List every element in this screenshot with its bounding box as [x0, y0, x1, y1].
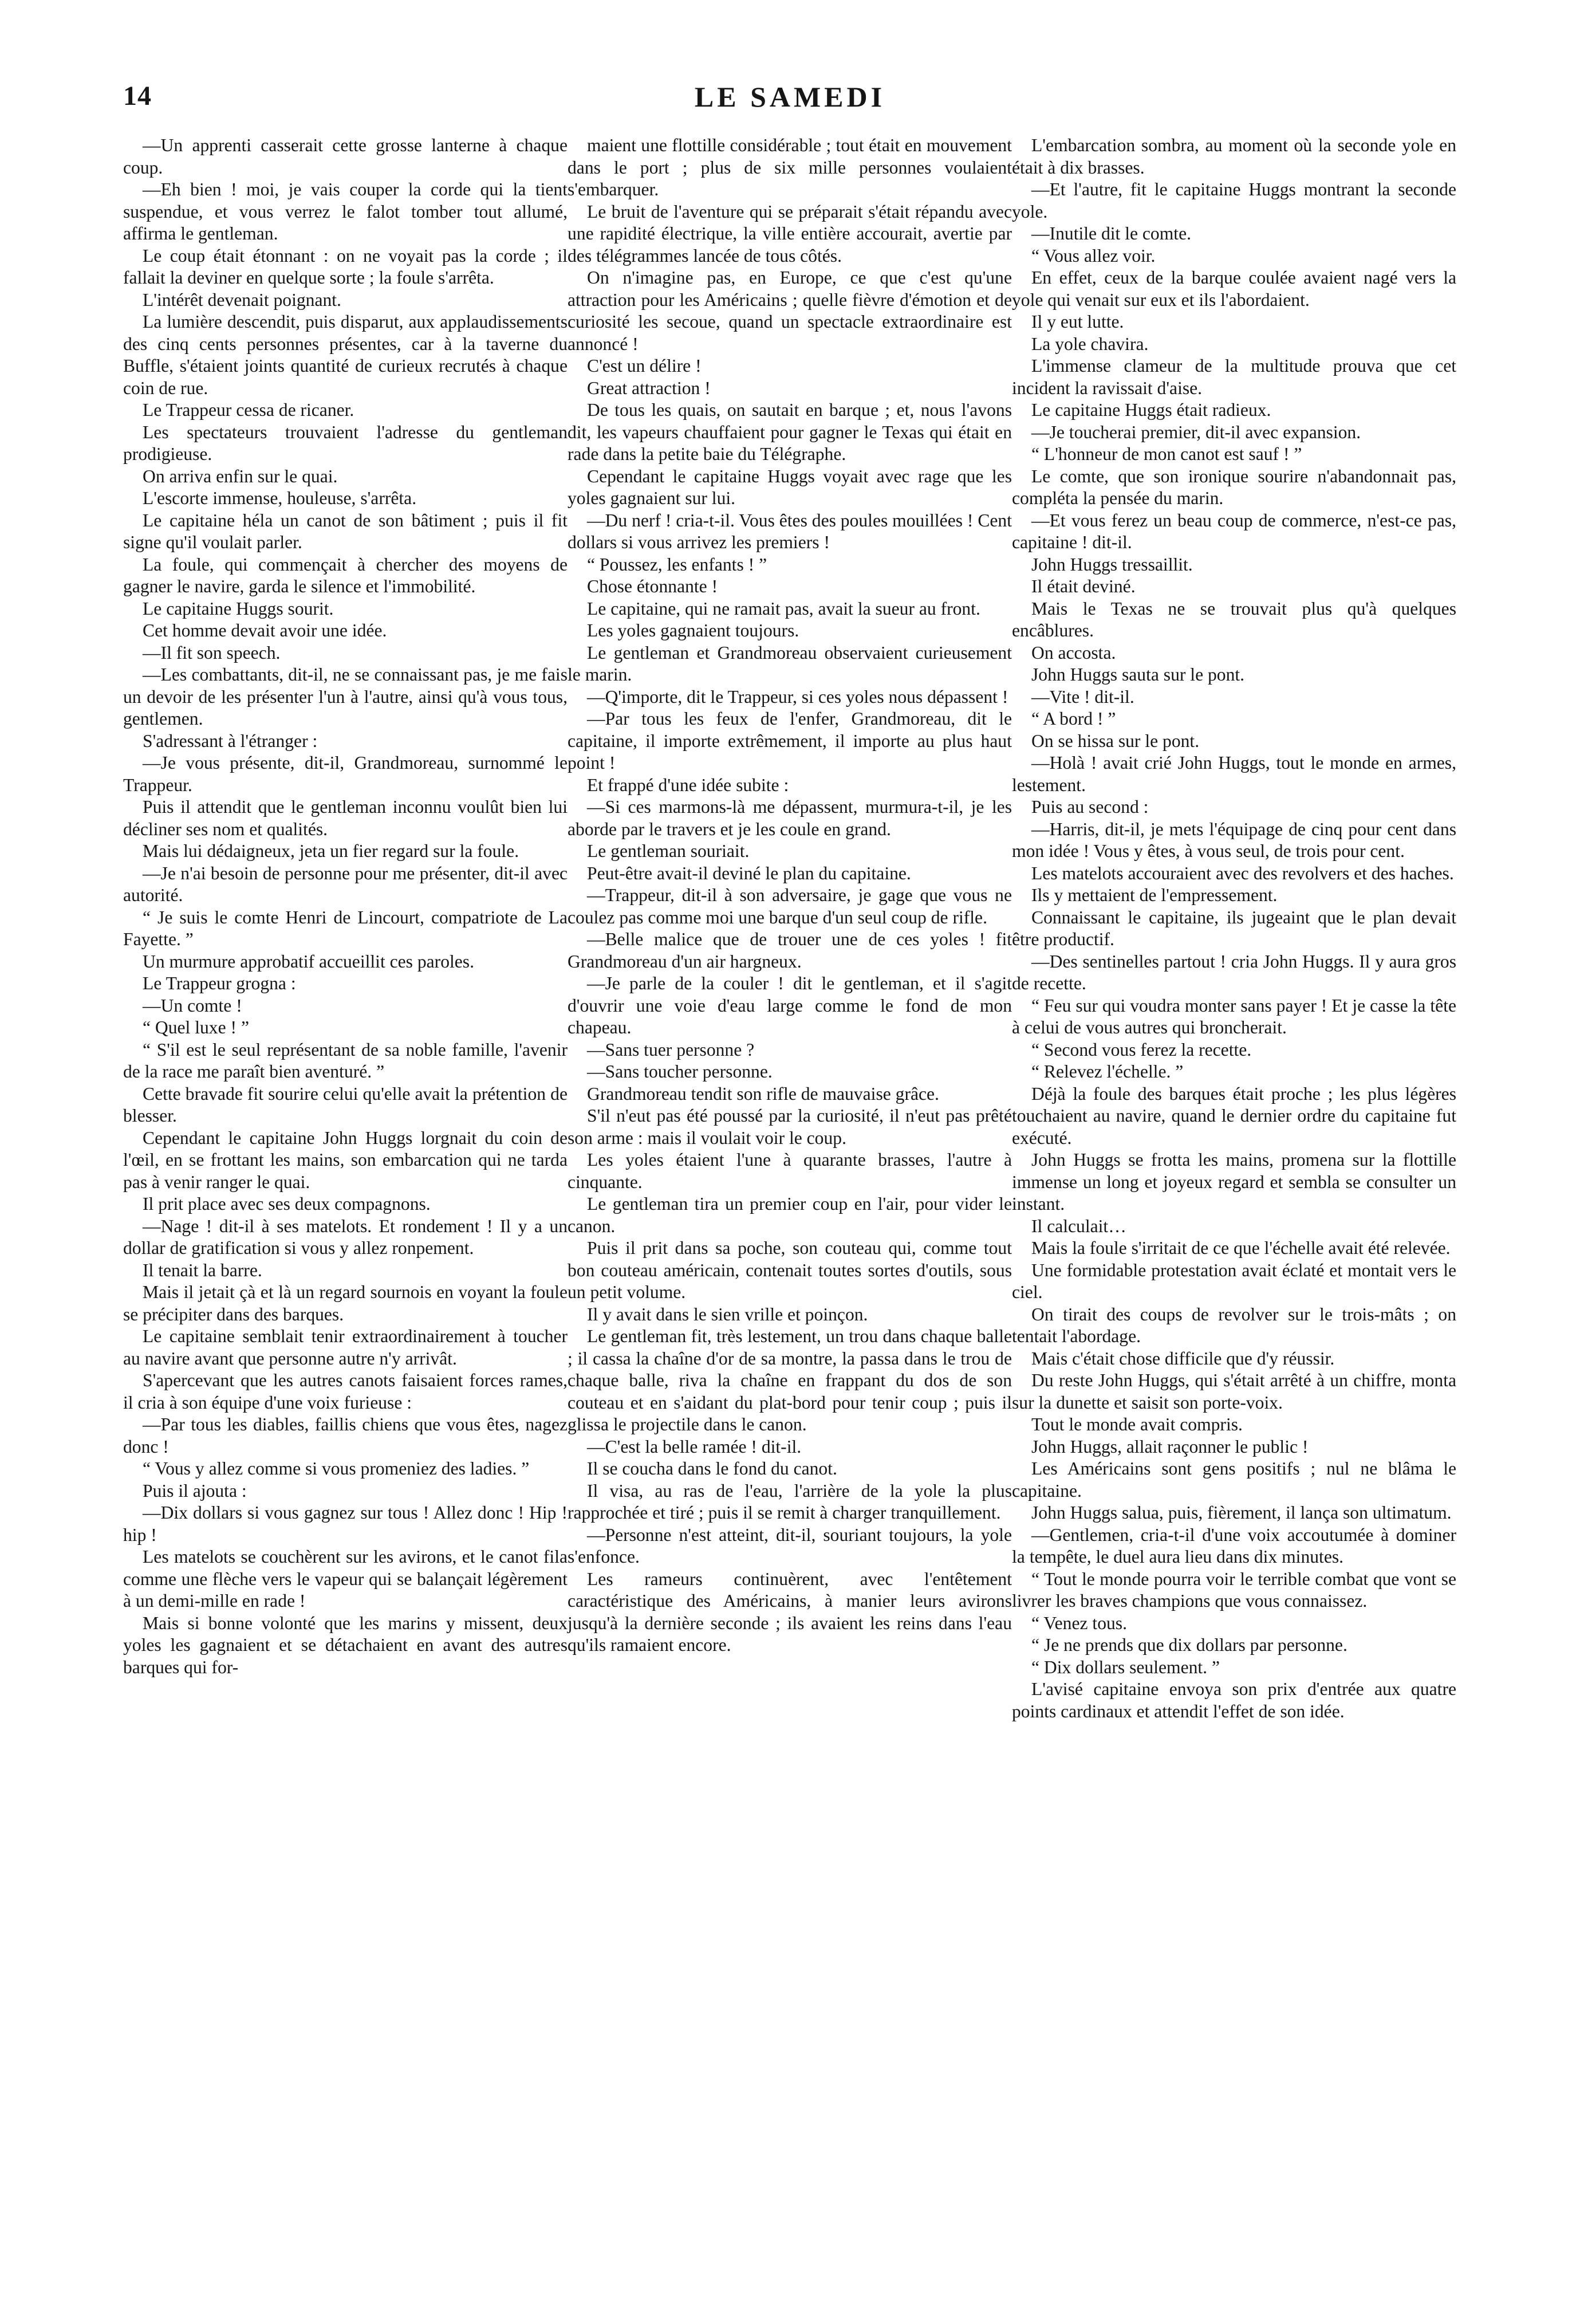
- paragraph: —Holà ! avait crié John Huggs, tout le monde en armes, lestement.: [1012, 753, 1456, 795]
- paragraph: Mais si bonne volonté que les marins y missent, deux yoles les gagnaient et se détachaient en avant des autres barques qui for-: [123, 1613, 568, 1677]
- paragraph: Cette bravade fit sourire celui qu'elle avait la prétention de blesser.: [123, 1083, 568, 1126]
- paragraph: Le capitaine, qui ne ramait pas, avait la sueur au front.: [587, 598, 980, 619]
- paragraph: Il était deviné.: [1031, 576, 1136, 596]
- paragraph: L'avisé capitaine envoya son prix d'entrée aux quatre points cardinaux et attendit l'effet de son idée.: [1012, 1679, 1456, 1721]
- paragraph: —Par tous les feux de l'enfer, Grandmoreau, dit le capitaine, il importe extrêmement, il importe au plus haut point !: [568, 709, 1012, 773]
- paragraph: —Sans toucher personne.: [587, 1061, 773, 1082]
- paragraph: —Et vous ferez un beau coup de commerce, n'est-ce pas, capitaine ! dit-il.: [1012, 510, 1456, 552]
- paragraph: —Belle malice que de trouer une de ces yoles ! fit Grandmoreau d'un air hargneux.: [568, 929, 1012, 972]
- paragraph: —Les combattants, dit-il, ne se connaissant pas, je me fais un devoir de les présenter l'un à l'autre, ainsi qu'à vous tous, gentlemen.: [123, 664, 568, 729]
- paragraph: “ Dix dollars seulement. ”: [1031, 1657, 1220, 1677]
- paragraph: Mais il jetait çà et là un regard sournois en voyant la foule se précipiter dans des barques.: [123, 1282, 568, 1324]
- paragraph: John Huggs tressaillit.: [1031, 554, 1193, 575]
- paragraph: —Je toucherai premier, dit-il avec expansion.: [1031, 422, 1361, 442]
- paragraph: maient une flottille considérable ; tout était en mouvement dans le port ; plus de six mille personnes voulaient s'embarquer.: [568, 135, 1012, 199]
- paragraph: Il se coucha dans le fond du canot.: [587, 1458, 837, 1478]
- paragraph: —Par tous les diables, faillis chiens que vous êtes, nagez donc !: [123, 1414, 568, 1457]
- text-column-1: [123, 135, 568, 1678]
- paragraph: —Eh bien ! moi, je vais couper la corde qui la tient suspendue, et vous verrez le falot tomber tout allumé, affirma le gentleman.: [123, 179, 568, 243]
- paragraph: Le Trappeur cessa de ricaner.: [143, 400, 354, 420]
- paragraph: “ Je suis le comte Henri de Lincourt, compatriote de La Fayette. ”: [123, 907, 568, 949]
- paragraph: On tirait des coups de revolver sur le trois-mâts ; on tentait l'abordage.: [1012, 1304, 1456, 1346]
- paragraph: Cependant le capitaine Huggs voyait avec rage que les yoles gagnaient sur lui.: [568, 466, 1012, 508]
- paragraph: “ Relevez l'échelle. ”: [1031, 1061, 1184, 1082]
- paragraph: “ Feu sur qui voudra monter sans payer ! Et je casse la tête à celui de vous autres qui broncherait.: [1012, 995, 1456, 1037]
- paragraph: Le Trappeur grogna :: [143, 973, 296, 993]
- paragraph: Connaissant le capitaine, ils jugeaint que le plan devait être productif.: [1012, 907, 1456, 949]
- paragraph: C'est un délire !: [587, 356, 702, 376]
- paragraph: —Trappeur, dit-il à son adversaire, je gage que vous ne coulez pas comme moi une barque d'un seul coup de rifle.: [568, 885, 1012, 927]
- paragraph: —Gentlemen, cria-t-il d'une voix accoutumée à dominer la tempête, le duel aura lieu dans dix minutes.: [1012, 1524, 1456, 1567]
- paragraph: —Du nerf ! cria-t-il. Vous êtes des poules mouillées ! Cent dollars si vous arrivez les premiers !: [568, 510, 1012, 552]
- paragraph: Le gentleman souriait.: [587, 841, 750, 861]
- paragraph: —Inutile dit le comte.: [1031, 223, 1192, 243]
- paragraph: Il y avait dans le sien vrille et poinçon.: [587, 1304, 868, 1324]
- paragraph: —Il fit son speech.: [143, 642, 281, 663]
- paragraph: John Huggs salua, puis, fièrement, il lança son ultimatum.: [1031, 1503, 1452, 1523]
- paragraph: Le coup était étonnant : on ne voyait pas la corde ; il fallait la deviner en quelque sorte ; la foule s'arrêta.: [123, 245, 568, 288]
- paragraph: “ L'honneur de mon canot est sauf ! ”: [1031, 444, 1302, 464]
- text-column-3: [1012, 135, 1456, 1723]
- paragraph: L'immense clameur de la multitude prouva que cet incident la ravissait d'aise.: [1012, 356, 1456, 398]
- paragraph: —Q'importe, dit le Trappeur, si ces yoles nous dépassent !: [587, 686, 1008, 707]
- paragraph: —Vite ! dit-il.: [1031, 686, 1134, 707]
- paragraph: Puis au second :: [1031, 797, 1149, 817]
- paragraph: Le capitaine semblait tenir extraordinairement à toucher au navire avant que personne autre n'y arrivât.: [123, 1326, 568, 1369]
- paragraph: Puis il prit dans sa poche, son couteau qui, comme tout bon couteau américain, contenait toutes sortes d'outils, sous un petit volume.: [568, 1238, 1012, 1302]
- paragraph: Ils y mettaient de l'empressement.: [1031, 885, 1278, 905]
- paragraph: Les spectateurs trouvaient l'adresse du gentleman prodigieuse.: [123, 422, 568, 464]
- text-column-2: [568, 135, 1012, 1657]
- paragraph: —Personne n'est atteint, dit-il, souriant toujours, la yole s'enfonce.: [568, 1524, 1012, 1567]
- paragraph: Et frappé d'une idée subite :: [587, 774, 789, 795]
- paragraph: —Nage ! dit-il à ses matelots. Et rondement ! Il y a un dollar de gratification si vous y allez ronpement.: [123, 1216, 568, 1258]
- paragraph: “ Poussez, les enfants ! ”: [587, 554, 767, 575]
- paragraph: —Un comte !: [143, 995, 242, 1016]
- paragraph: “ Second vous ferez la recette.: [1031, 1039, 1252, 1060]
- paragraph: Les matelots se couchèrent sur les avirons, et le canot fila comme une flèche vers le vapeur qui se balançait légèrement à un demi-mille en rade !: [123, 1547, 568, 1611]
- paragraph: Les matelots accouraient avec des revolvers et des haches.: [1031, 863, 1454, 883]
- paragraph: “ Tout le monde pourra voir le terrible combat que vont se livrer les braves champions que vous connaissez.: [1012, 1568, 1456, 1611]
- paragraph: On se hissa sur le pont.: [1031, 730, 1200, 751]
- paragraph: “ S'il est le seul représentant de sa noble famille, l'avenir de la race me paraît bien aventuré. ”: [123, 1039, 568, 1082]
- paragraph: Grandmoreau tendit son rifle de mauvaise grâce.: [587, 1083, 939, 1104]
- paragraph: Déjà la foule des barques était proche ; les plus légères touchaient au navire, quand le dernier ordre du capitaine fut exécuté.: [1012, 1083, 1456, 1148]
- paragraph: Puis il ajouta :: [143, 1480, 247, 1501]
- paragraph: “ Je ne prends que dix dollars par personne.: [1031, 1635, 1347, 1655]
- page-number: 14: [123, 81, 152, 111]
- paragraph: Great attraction !: [587, 377, 711, 398]
- paragraph: Il prit place avec ses deux compagnons.: [143, 1194, 431, 1214]
- paragraph: L'intérêt devenait poignant.: [143, 289, 341, 310]
- paragraph: En effet, ceux de la barque coulée avaient nagé vers la yole qui venait sur eux et ils l'abordaient.: [1012, 268, 1456, 310]
- paragraph: Les rameurs continuèrent, avec l'entêtement caractéristique des Américains, à manier leurs avirons jusqu'à la dernière seconde ; ils avaient les reins dans l'eau qu'ils ramaient encore.: [568, 1568, 1012, 1655]
- paragraph: Le capitaine Huggs était radieux.: [1031, 400, 1271, 420]
- paragraph: “ Venez tous.: [1031, 1613, 1127, 1633]
- paragraph: S'apercevant que les autres canots faisaient forces rames, il cria à son équipe d'une voix furieuse :: [123, 1370, 568, 1413]
- paragraph: John Huggs se frotta les mains, promena sur la flottille immense un long et joyeux regard et sembla se consulter un instant.: [1012, 1150, 1456, 1214]
- paragraph: —Sans tuer personne ?: [587, 1039, 755, 1060]
- paragraph: Les yoles gagnaient toujours.: [587, 620, 799, 640]
- paragraph: “ Vous y allez comme si vous promeniez des ladies. ”: [143, 1458, 530, 1478]
- running-title: LE SAMEDI: [694, 81, 886, 113]
- paragraph: Puis il attendit que le gentleman inconnu voulût bien lui décliner ses nom et qualités.: [123, 797, 568, 839]
- paragraph: —Un apprenti casserait cette grosse lanterne à chaque coup.: [123, 135, 568, 178]
- paragraph: Le comte, que son ironique sourire n'abandonnait pas, compléta la pensée du marin.: [1012, 466, 1456, 508]
- paragraph: La lumière descendit, puis disparut, aux applaudissements des cinq cents personnes présentes, car à la taverne du Buffle, s'étaient joints quantité de curieux recrutés à chaque coin de rue.: [123, 312, 568, 398]
- paragraph: —Je vous présente, dit-il, Grandmoreau, surnommé le Trappeur.: [123, 753, 568, 795]
- paragraph: Il y eut lutte.: [1031, 312, 1124, 332]
- paragraph: On n'imagine pas, en Europe, ce que c'est qu'une attraction pour les Américains ; quelle fièvre d'émotion et de curiosité les secoue, quand un spectacle extraordinaire est annoncé !: [568, 268, 1012, 354]
- paragraph: “ Quel luxe ! ”: [143, 1017, 249, 1037]
- paragraph: Le capitaine héla un canot de son bâtiment ; puis il fit signe qu'il voulait parler.: [123, 510, 568, 552]
- paragraph: —Je parle de la couler ! dit le gentleman, et il s'agit d'ouvrir une voie d'eau large comme le fond de mon chapeau.: [568, 973, 1012, 1037]
- paragraph: Mais c'était chose difficile que d'y réussir.: [1031, 1348, 1335, 1369]
- paragraph: Il visa, au ras de l'eau, l'arrière de la yole la plus rapprochée et tiré ; puis il se remit à charger tranquillement.: [568, 1480, 1012, 1523]
- paragraph: Mais le Texas ne se trouvait plus qu'à quelques encâblures.: [1012, 598, 1456, 640]
- paragraph: John Huggs, allait raçonner le public !: [1031, 1436, 1309, 1457]
- paragraph: L'embarcation sombra, au moment où la seconde yole en était à dix brasses.: [1012, 135, 1456, 178]
- paragraph: Le capitaine Huggs sourit.: [143, 598, 334, 619]
- paragraph: —Je n'ai besoin de personne pour me présenter, dit-il avec autorité.: [123, 863, 568, 905]
- paragraph: Tout le monde avait compris.: [1031, 1414, 1243, 1434]
- paragraph: Mais la foule s'irritait de ce que l'échelle avait été relevée.: [1031, 1238, 1451, 1258]
- paragraph: Du reste John Huggs, qui s'était arrêté à un chiffre, monta sur la dunette et saisit son porte-voix.: [1012, 1370, 1456, 1413]
- paragraph: —Et l'autre, fit le capitaine Huggs montrant la seconde yole.: [1012, 179, 1456, 222]
- paragraph: De tous les quais, on sautait en barque ; et, nous l'avons dit, les vapeurs chauffaient pour gagner le Texas qui était en rade dans la petite baie du Télégraphe.: [568, 400, 1012, 464]
- paragraph: —Dix dollars si vous gagnez sur tous ! Allez donc ! Hip ! hip !: [123, 1503, 568, 1545]
- paragraph: Un murmure approbatif accueillit ces paroles.: [143, 951, 474, 972]
- paragraph: La yole chavira.: [1031, 333, 1149, 354]
- paragraph: Il tenait la barre.: [143, 1260, 262, 1280]
- paragraph: Chose étonnante !: [587, 576, 718, 596]
- paragraph: —Si ces marmons-là me dépassent, murmura-t-il, je les aborde par le travers et je les coule en grand.: [568, 797, 1012, 839]
- paragraph: S'adressant à l'étranger :: [143, 730, 318, 751]
- paragraph: Le gentleman fit, très lestement, un trou dans chaque balle ; il cassa la chaîne d'or de sa montre, la passa dans le trou de chaque balle, riva la chaîne en frappant du dos de son couteau et en s'aidant du plat-bord pour tenir coup ; puis il glissa le projectile dans le canon.: [568, 1326, 1012, 1434]
- paragraph: “ A bord ! ”: [1031, 709, 1116, 729]
- paragraph: Cet homme devait avoir une idée.: [143, 620, 387, 640]
- paragraph: Le gentleman et Grandmoreau observaient curieusement le marin.: [568, 642, 1012, 685]
- paragraph: “ Vous allez voir.: [1031, 245, 1156, 266]
- paragraph: —C'est la belle ramée ! dit-il.: [587, 1436, 802, 1457]
- paragraph: —Des sentinelles partout ! cria John Huggs. Il y aura gros de recette.: [1012, 951, 1456, 993]
- paragraph: On accosta.: [1031, 642, 1116, 663]
- page-header: [123, 80, 1457, 126]
- paragraph: La foule, qui commençait à chercher des moyens de gagner le navire, garda le silence et l'immobilité.: [123, 554, 568, 596]
- paragraph: Une formidable protestation avait éclaté et montait vers le ciel.: [1012, 1260, 1456, 1302]
- paragraph: Le gentleman tira un premier coup en l'air, pour vider le canon.: [568, 1194, 1012, 1236]
- paragraph: —Harris, dit-il, je mets l'équipage de cinq pour cent dans mon idée ! Vous y êtes, à vous seul, de trois pour cent.: [1012, 819, 1456, 861]
- paragraph: Il calculait…: [1031, 1216, 1126, 1236]
- paragraph: Peut-être avait-il deviné le plan du capitaine.: [587, 863, 911, 883]
- paragraph: Les yoles étaient l'une à quarante brasses, l'autre à cinquante.: [568, 1150, 1012, 1192]
- paragraph: L'escorte immense, houleuse, s'arrêta.: [143, 488, 417, 508]
- paragraph: On arriva enfin sur le quai.: [143, 466, 338, 486]
- paragraph: Les Américains sont gens positifs ; nul ne blâma le capitaine.: [1012, 1458, 1456, 1501]
- paragraph: Mais lui dédaigneux, jeta un fier regard sur la foule.: [143, 841, 519, 861]
- paragraph: Cependant le capitaine John Huggs lorgnait du coin de l'œil, en se frottant les mains, son embarcation qui ne tarda pas à venir ranger le quai.: [123, 1127, 568, 1192]
- paragraph: S'il n'eut pas été poussé par la curiosité, il n'eut pas prêté son arme : mais il voulait voir le coup.: [568, 1106, 1012, 1148]
- paragraph: Le bruit de l'aventure qui se préparait s'était répandu avec une rapidité électrique, la ville entière accourait, avertie par des télégrammes lancée de tous côtés.: [568, 201, 1012, 266]
- paragraph: John Huggs sauta sur le pont.: [1031, 664, 1245, 685]
